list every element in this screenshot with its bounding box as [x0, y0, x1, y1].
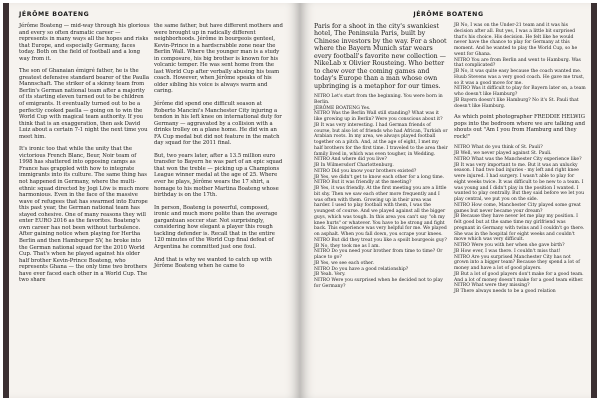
qa-line: JB Yes, it was friendly. At the first meeting you are a little bit shy. Then we saw each other more frequently and I was often with them. Growing up in their area was harder. I used to play football with them, I was the youngest of course. And we played against all the bigger guys, which was tough. In this area you can't say "oh my knee hurts" or whatever. You have to be strong and fight back. This experience was very helpful for me. We played on asphalt. When you fall down, you scrape your knees.: [314, 186, 447, 238]
right-page: [300, 3, 597, 398]
qa-line: JÉRÔME BOATENG Yes.: [314, 105, 371, 111]
left-column-2: [154, 23, 285, 276]
paragraph: the same father, but have different mothers and were brought up in radically different neighborhoods. Jérôme in bourgeois genteel, Kevin-Prince in a hardscrabble zone near the Berlin Wall. Where the younger man is a study in composure, his big brother is known for his volcanic temper. He was sent home from the last World Cup after verbally abusing his team coach. However, when Jérôme speaks of his older sibling his voice is always warm and caring.: [154, 23, 283, 95]
qa-line: JB Yes, we see each other.: [314, 260, 374, 266]
page-header-right: JÉRÔME BOATENG: [413, 11, 484, 18]
qa-line: NITRO But it was friendly at the meeting?: [314, 180, 412, 186]
qa-line: JB In Wilmersdorf Charlottenburg.: [314, 163, 394, 169]
qa-line: JB No, I was on the Under-21 team and it was his decision after all. But yes, I was a little bit surprised that's his choice. His decision. He felt like he would never have the chance to play for Germany at this moment. And he wanted to play the World Cup, so he went for Ghana.: [454, 23, 578, 57]
right-column-2: [454, 23, 586, 295]
magazine-spread: [3, 3, 597, 398]
qa-line: JB It was very important to me. But it was an unlucky season. I had two bad injuries - my left and right knee were injured. I had surgery. I wasn't able to play for eight weeks twice. It was difficult to be new to a team. I was young and I didn't play in the position I wanted. I wanted to play centrally. But they said before we let you play central, we put you on the side.: [454, 162, 585, 202]
qa-line: NITRO Was the Berlin Wall still standing? What was it like growing up in Berlin? Were you conscious about it?: [314, 111, 443, 123]
qa-line: NITRO How come, Manchester City played some great games but never became your dream?: [454, 202, 581, 214]
qa-line: JB Yeah. Very.: [314, 272, 346, 278]
right-column-1: [314, 23, 448, 290]
qa-line: JB Bayern doesn't like Hamburg? No it's St. Pauli that doesn't like Hamburg.: [454, 97, 579, 109]
paragraph: But, two years later, after a 13.5 million euro transfer to Bayern he was part of an epic squad that won the treble — picking up a Champions League winner medal at the age of 25. Where ever he plays, Jérôme wears the 17 shirt, a homage to his mother Martina Boateng whose birthday is on the 17th.: [154, 152, 283, 199]
qa-line: NITRO What do you think of St. Pauli?: [454, 145, 543, 151]
qa-line: NITRO Did you know your brothers existed?: [314, 168, 417, 174]
qa-line: NITRO But did they treat you like a spoilt bourgeois guy?: [314, 237, 447, 243]
paragraph: It's ironic too that while the unity that the victorious French Blanc, Beur, Noir team of 1998 has shattered into opposing camps as France has grappled with how to integrate immigrants into its culture. The same thing has not happened in Germany, where the multi-ethnic squad directed by Jogi Löw is much more harmonious. Even in the face of the massive wave of refugees that has swarmed into Europe this past year, the German national team has stayed cohesive. One of many reasons they will enter EURO 2016 as the favorites. Boateng's own career has not been without turbulence. After gaining notice when playing for Hertha Berlin and then Hamburger SV, he broke into the German national squad for the 2010 World Cup. That's when he played against his older half brother Kevin-Prince Boateng, who represents Ghana — the only time two brothers have ever faced each other in a World Cup. The two share: [19, 146, 149, 284]
intro-paragraph: Paris for a shoot in the city's swankiest hotel, The Peninsula Paris, built by Chinese investors by the way. For a shoot where the Bayern Munich star wears every football's favorite new collection — NikeLab x Olivier Rousteing. Who better to chew over the coming games and today's Europe than a man whose own upbringing is a metaphor for our times.: [314, 23, 447, 90]
qa-line: NITRO What were they missing?: [454, 283, 530, 289]
qa-line: JB Because they have never let me play my position. I felt good but at the same time my girlfriend was pregnant in Germany with twins and I couldn't go there. She was in the hospital for eight weeks and couldn't move which was very difficult.: [454, 214, 585, 243]
qa-line: NITRO Are you surprised Manchester City has not grown into a bigger team? Because they spend a lot of money and have a lot of good players.: [454, 254, 580, 271]
right-page-edge: [591, 3, 597, 398]
qa-line: JB Well, we never played against St. Pauli.: [454, 151, 552, 156]
left-column-1: [19, 23, 150, 290]
qa-line: NITRO And where did you live?: [314, 157, 387, 163]
narration-line: As which point photographer FREDDIE HELWIG pops into the bedroom where we are talking and shouts out "Am I you from Hamburg and they rock!": [454, 114, 585, 140]
qa-line: JB There always needs to be a good relation: [454, 289, 556, 294]
qa-line: NITRO Let's start from the beginning. You were born in Berlin.: [314, 94, 443, 105]
qa-line: JB No, they took me as I am.: [314, 243, 380, 249]
left-page: [3, 3, 300, 398]
left-page-edge: [3, 3, 9, 398]
qa-line: NITRO What was the Manchester City experience like?: [454, 156, 582, 162]
qa-line: JB But a lot of good players don't make for a good team. And a lot of money doesn't make for a good team either.: [454, 271, 584, 283]
paragraph: In person, Boateng is powerful, composed, ironic and much more polite than the average gargantuan soccer star. Not surprisingly, considering how elegant a player this rough tackling defender is. Recall that in the entire 120 minutes of the World Cup final defeat of Argentina he committed just one foul.: [154, 204, 278, 250]
qa-line: NITRO Do you have a good relationship?: [314, 266, 409, 272]
paragraph: The son of Ghanaian émigré father, he is the greatest defensive standard bearer of the Paulla Mannschaft. The striker of a skinny team from Berlin's German national team after a majority of its starting eleven turned out to be children of emigrants. It eventually turned out to be a perfectly cooked paella — going on to win the World Cup with magical team authority. If you think that is an exaggeration, then ask David Luiz about a certain 7-1 night the next time you meet him.: [19, 68, 150, 140]
interview-qa: [314, 94, 448, 290]
qa-line: JB No, it was quite easy because the coach wanted me. Huub Stevens was a very good coach. He gave me trust, so it was a good move for me.: [454, 69, 585, 86]
qa-line: JB Yes, we didn't get to know each other for a long time.: [314, 174, 445, 180]
qa-line: NITRO You are from Berlin and went to Hamburg. Was that complicated?: [454, 57, 581, 69]
qa-line: JB How ever, I was there. I couldn't miss that!: [454, 248, 561, 254]
qa-line: NITRO Were you surprised when he decided not to play for Germany?: [314, 278, 443, 289]
page-header-left: JÉRÔME BOATENG: [19, 11, 90, 18]
qa-line: NITRO Do you need your brother from time to time? Or place to go?: [314, 249, 443, 261]
paragraph: Jérôme did spend one difficult season at Roberto Mancini's Manchester City injuring a tendon in his left knee on international duty for Germany — aggravated by a collision with a drinks trolley on a plane home. He did win an FA Cup medal but did not feature in the match day squad for the 2011 final.: [154, 101, 282, 147]
qa-line: NITRO Was it difficult to play for Bayern later on, a team who doesn't like Hamburg?: [454, 86, 586, 97]
paragraph: Jérôme Boateng — mid-way through his glorious and every so often dramatic career — represents in many ways all the hopes and risks that Europe, and especially Germany, faces today. Both on the field of football and a long way from it.: [19, 23, 150, 62]
qa-line: NITRO Were you with her when she gave birth?: [454, 243, 565, 248]
paragraph: And that is why we wanted to catch up with Jérôme Boateng when he came to: [154, 256, 272, 270]
qa-line: JB It was very interesting. I had German friends of course, but also lot of friends who had African, Turkish or Arabian roots. In my area, we always played football together on a pitch. And, at the age of eight, I met my half brothers for the first time. I traveled to the area their family lived in, which was even tougher, in Wedding.: [314, 122, 448, 157]
